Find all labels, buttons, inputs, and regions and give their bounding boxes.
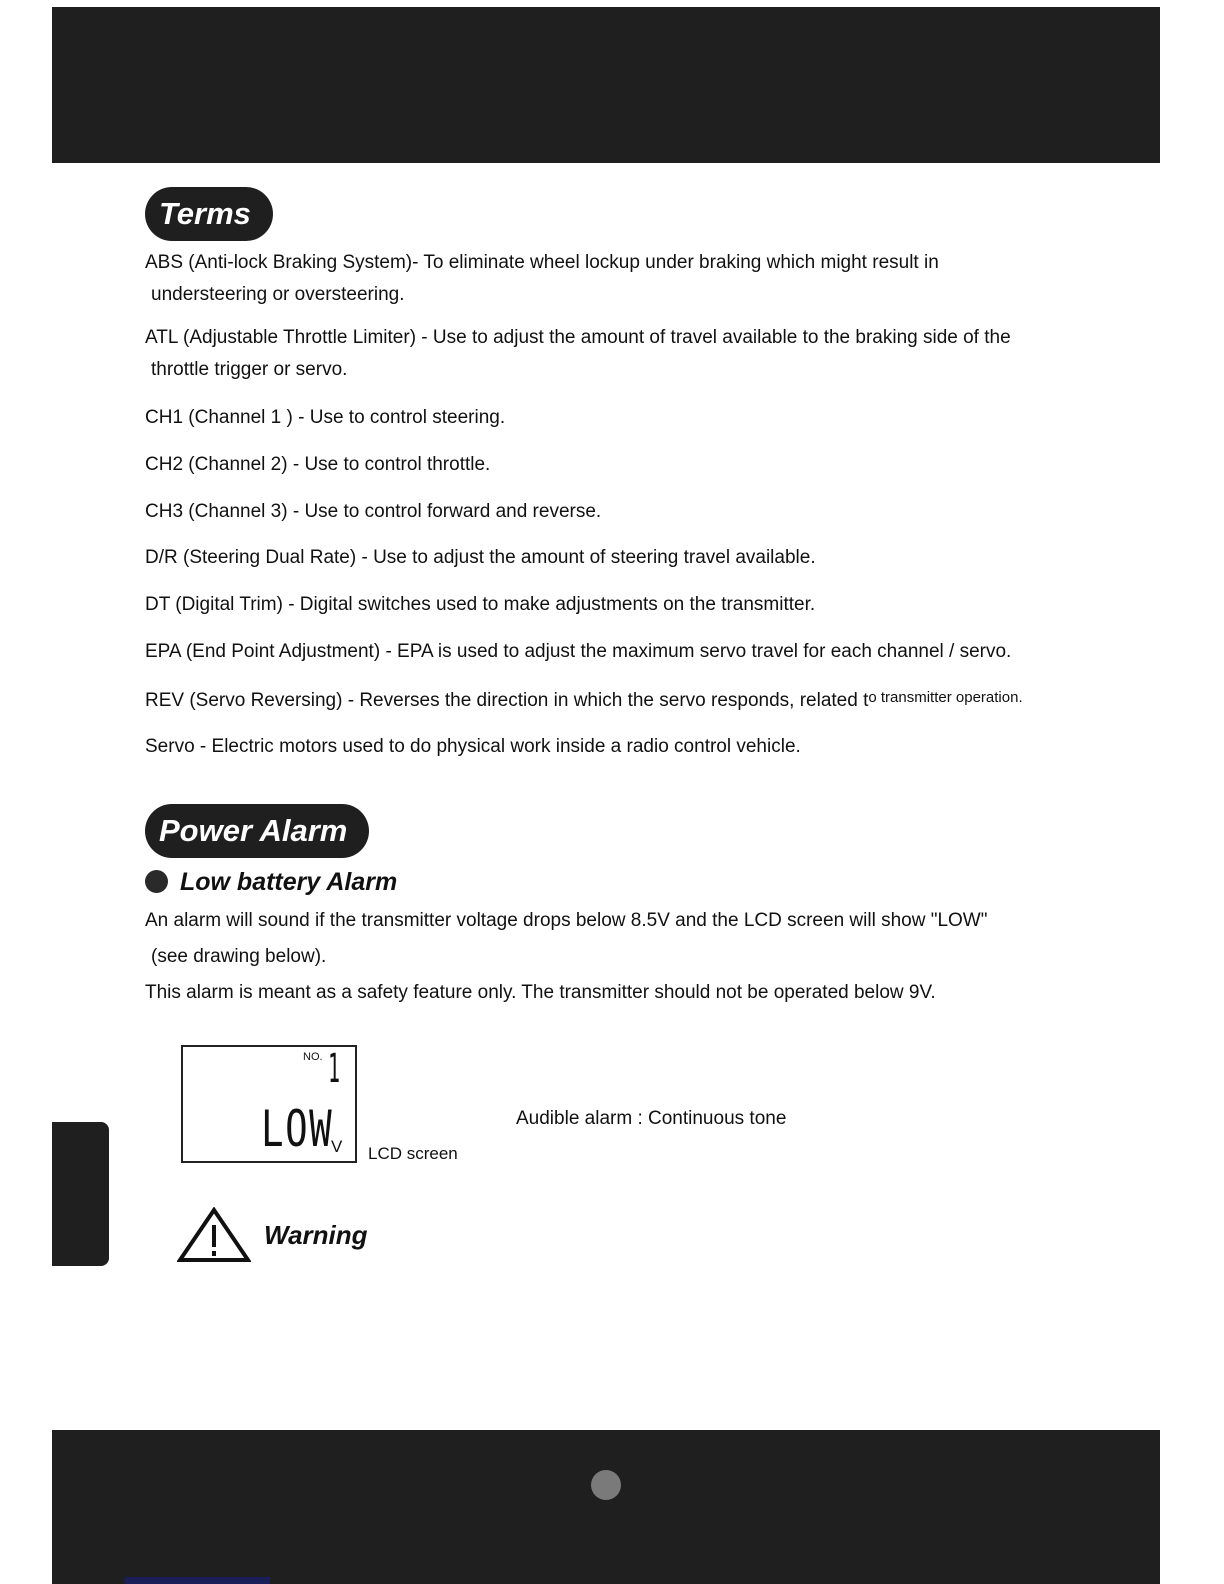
page-number-dot: [591, 1470, 621, 1500]
warning-label: Warning: [264, 1220, 368, 1250]
low-battery-para1-line1: An alarm will sound if the transmitter voltage drops below 8.5V and the LCD screen will show "LOW": [145, 910, 988, 931]
term-atl: [145, 322, 1011, 386]
power-alarm-section-title: Power Alarm: [145, 804, 369, 858]
low-battery-para1-line2: (see drawing below).: [151, 946, 327, 967]
lcd-caption: LCD screen: [368, 1144, 458, 1163]
term-ch1: CH1 (Channel 1 ) - Use to control steering.: [145, 407, 506, 428]
lcd-screen-drawing: [181, 1045, 357, 1163]
lcd-number: 1: [328, 1046, 341, 1092]
term-ch3: CH3 (Channel 3) - Use to control forward and reverse.: [145, 501, 602, 522]
term-atl-line1: ATL (Adjustable Throttle Limiter) - Use to adjust the amount of travel available to the braking side of the: [145, 327, 1011, 348]
low-battery-heading: [145, 866, 397, 898]
header-bar: [52, 7, 1160, 163]
term-dt: DT (Digital Trim) - Digital switches used to make adjustments on the transmitter.: [145, 594, 816, 615]
term-abs: [145, 247, 939, 311]
terms-section-title: Terms: [145, 187, 273, 241]
term-servo: Servo - Electric motors used to do physical work inside a radio control vehicle.: [145, 736, 801, 757]
low-battery-heading-text: Low battery Alarm: [180, 868, 398, 896]
lcd-no-label: NO.: [303, 1051, 323, 1063]
term-abs-line2: understeering or oversteering.: [151, 284, 405, 305]
lcd-unit: V: [331, 1137, 343, 1156]
warning-triangle-icon: [177, 1207, 251, 1263]
lcd-low-text: LOW: [261, 1100, 334, 1158]
footer-bar: [52, 1430, 1160, 1584]
term-atl-line2: throttle trigger or servo.: [151, 359, 348, 380]
term-ch2: CH2 (Channel 2) - Use to control throttle.: [145, 454, 491, 475]
low-battery-para2: This alarm is meant as a safety feature only. The transmitter should not be operated below 9V.: [145, 982, 936, 1003]
audible-alarm-text: Audible alarm : Continuous tone: [516, 1108, 787, 1129]
term-abs-line1: ABS (Anti-lock Braking System)- To eliminate wheel lockup under braking which might result in: [145, 252, 939, 273]
term-dr: D/R (Steering Dual Rate) - Use to adjust the amount of steering travel available.: [145, 547, 816, 568]
bullet-dot-icon: [145, 870, 168, 893]
term-rev: [145, 682, 1023, 717]
term-rev-raised-text: o transmitter operation.: [868, 689, 1023, 706]
term-epa: EPA (End Point Adjustment) - EPA is used to adjust the maximum servo travel for each channel / servo.: [145, 641, 1012, 662]
side-section-tab: [52, 1122, 109, 1266]
footer-accent-strip: [125, 1577, 270, 1584]
term-rev-text: REV (Servo Reversing) - Reverses the direction in which the servo responds, related t: [145, 690, 869, 711]
